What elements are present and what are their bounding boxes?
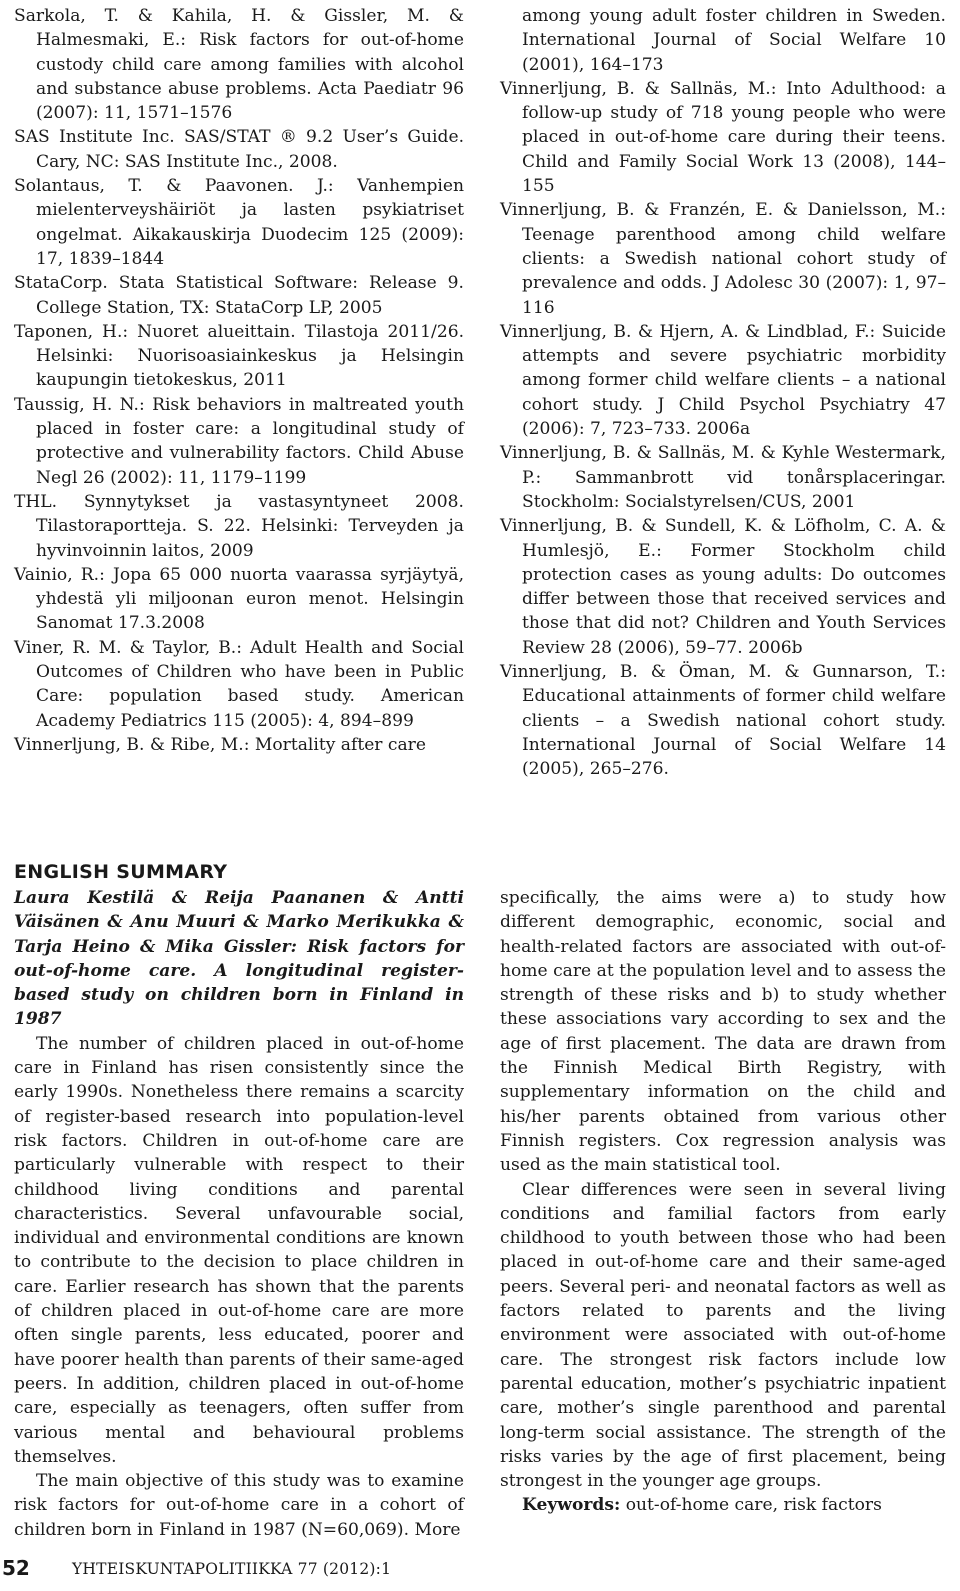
english-summary-section (14, 860, 946, 1540)
keywords-line (500, 1493, 946, 1517)
reference-entry: THL. Synnytykset ja vastasyntyneet 2008. Tilastoraportteja. S. 22. Helsinki: Terveyden ja hyvinvoinnin laitos, 2009 (14, 491, 464, 561)
page-number: 52 (2, 1556, 30, 1580)
reference-entry: Vinnerljung, B. & Sallnäs, M.: Into Adulthood: a follow-up study of 718 young people who were placed in out-of-home care during their teens. Child and Family Social Work 13 (2008), 144–155 (500, 78, 946, 197)
keywords-text: out-of-home care, risk factors (620, 1495, 882, 1516)
reference-entry: Solantaus, T. & Paavonen. J.: Vanhempien mielenterveyshäiriöt ja lasten psykiatriset ongelmat. Aikakauskirja Duodecim 125 (2009): 17, 1839–1844 (14, 176, 464, 269)
reference-entry: SAS Institute Inc. SAS/STAT ® 9.2 User’s Guide. Cary, NC: SAS Institute Inc., 2008. (14, 127, 464, 172)
page-footer (0, 1554, 960, 1584)
summary-heading: ENGLISH SUMMARY (14, 861, 228, 883)
reference-entry: StataCorp. Stata Statistical Software: Release 9. College Station, TX: StataCorp LP, 2005 (14, 273, 464, 318)
summary-right-column (500, 886, 946, 1518)
summary-title: Laura Kestilä & Reija Paananen & Antti Väisänen & Anu Muuri & Marko Merikukka & Tarja Heino & Mika Gissler: Risk factors for out-of-home care. A longitudinal register-based study on children born in Finland in 1987 (14, 888, 464, 1030)
reference-entry: Taponen, H.: Nuoret alueittain. Tilastoja 2011/26. Helsinki: Nuorisoasiainkeskus ja Helsingin kaupungin tietokeskus, 2011 (14, 321, 464, 391)
references-right-column (500, 4, 946, 782)
journal-name: YHTEISKUNTAPOLITIIKKA 77 (2012):1 (72, 1560, 392, 1578)
reference-entry: Vinnerljung, B. & Ribe, M.: Mortality after care (14, 734, 426, 755)
reference-entry: Taussig, H. N.: Risk behaviors in maltreated youth placed in foster care: a longitudinal study of protective and vulnerability factors. Child Abuse Negl 26 (2002): 11, 1179–1199 (14, 394, 464, 488)
reference-entry: Viner, R. M. & Taylor, B.: Adult Health and Social Outcomes of Children who have been in Public Care: population based study. American Academy Pediatrics 115 (2005): 4, 894–899 (14, 637, 464, 731)
references-left-column (14, 4, 464, 757)
reference-entry: Vainio, R.: Jopa 65 000 nuorta vaarassa syrjäytyä, yhdestä yli miljoonan euron menot. Helsingin Sanomat 17.3.2008 (14, 564, 464, 634)
summary-paragraph-4: Clear differences were seen in several living conditions and familial factors from early childhood to youth between those who had been placed in out-of-home care and their same-aged peers. Several peri- and neonatal factors as well as factors related to parents and the living environment were associated with out-of-home care. The strongest risk factors include low parental education, mother’s psychiatric inpatient care, mother’s single parenthood and parental long-term social assistance. The strength of the risks varies by the age of first placement, being strongest in the younger age groups. (500, 1179, 946, 1492)
reference-entry: among young adult foster children in Sweden. International Journal of Social Welfare 10 (2001), 164–173 (522, 6, 946, 75)
reference-entry: Vinnerljung, B. & Franzén, E. & Danielsson, M.: Teenage parenthood among child welfare clients: a Swedish national cohort study of prevalence and odds. J Adolesc 30 (2007): 1, 97–116 (500, 200, 946, 318)
summary-paragraph-1: The number of children placed in out-of-home care in Finland has risen consistently since the early 1990s. Nonetheless there remains a scarcity of register-based research into population-level risk factors. Children in out-of-home care are particularly vulnerable with respect to their childhood living conditions and parental characteristics. Several unfavourable social, individual and environmental conditions are known to contribute to the decision to place children in care. Earlier research has shown that the parents of children placed in out-of-home care are more often single parents, less educated, poorer and have poorer health than parents of their same-aged peers. In addition, children placed in out-of-home care, especially as teenagers, often suffer from various mental and behavioural problems themselves. (14, 1033, 464, 1467)
summary-paragraph-2: The main objective of this study was to examine risk factors for out-of-home care in a cohort of children born in Finland in 1987 (N=60,069). More (14, 1471, 464, 1540)
reference-entry: Vinnerljung, B. & Hjern, A. & Lindblad, F.: Suicide attempts and severe psychiatric morbidity among former child welfare clients – a national cohort study. J Child Psychol Psychiatry 47 (2006): 7, 723–733. 2006a (500, 321, 946, 440)
keywords-label: Keywords: (522, 1495, 621, 1516)
reference-entry: Sarkola, T. & Kahila, H. & Gissler, M. & Halmesmaki, E.: Risk factors for out-of-home custody child care among families with alcohol and substance abuse problems. Acta Paediatr 96 (2007): 11, 1571–1576 (14, 6, 464, 124)
summary-paragraph-3: specifically, the aims were a) to study how different demographic, economic, social and health-related factors are associated with out-of-home care at the population level and to assess the strength of these risks and b) to study whether these associations vary according to sex and the age of first placement. The data are drawn from the Finnish Medical Birth Registry, with supplementary information on the child and his/her parents obtained from various other Finnish registers. Cox regression analysis was used as the main statistical tool. (500, 888, 946, 1176)
summary-left-column (14, 886, 464, 1542)
reference-entry: Vinnerljung, B. & Öman, M. & Gunnarson, T.: Educational attainments of former child welfare clients – a Swedish national cohort study. International Journal of Social Welfare 14 (2005), 265–276. (500, 662, 946, 780)
reference-entry: Vinnerljung, B. & Sallnäs, M. & Kyhle Westermark, P.: Sammanbrott vid tonårsplaceringar. Stockholm: Socialstyrelsen/CUS, 2001 (500, 443, 946, 512)
reference-entry: Vinnerljung, B. & Sundell, K. & Löfholm, C. A. & Humlesjö, E.: Former Stockholm child protection cases as young adults: Do outcomes differ between those that received services and those that did not? Children and Youth Services Review 28 (2006), 59–77. 2006b (500, 516, 946, 658)
